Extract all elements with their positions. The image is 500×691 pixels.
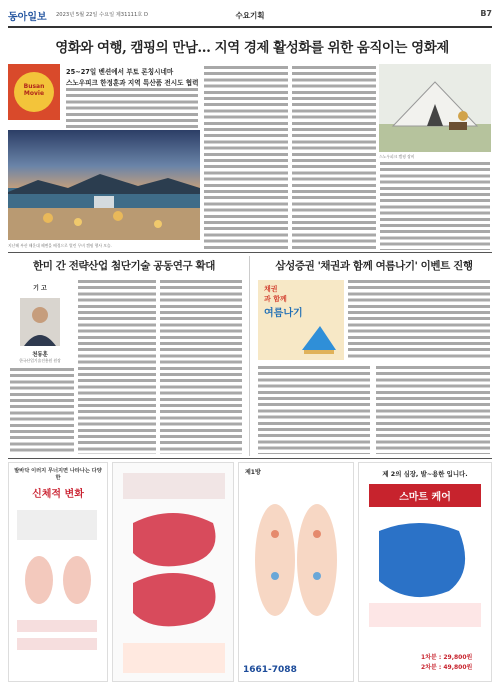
column-rule [249, 256, 250, 456]
foot-diagram-icon [9, 500, 107, 670]
promo-line-3: 여름나기 [264, 308, 303, 319]
ad3-title: 제1방 [245, 469, 261, 476]
contrib-label: 기 고 [33, 285, 47, 292]
section-name: 수요기획 [235, 11, 265, 20]
event-body-col1 [258, 366, 370, 454]
ad-divider [8, 458, 492, 459]
masthead [8, 8, 492, 24]
masthead-rule [8, 26, 492, 28]
promo-line-2: 과 함께 [264, 295, 287, 303]
ad-row [8, 462, 492, 682]
section-divider [8, 252, 492, 253]
beach-chair-icon [298, 320, 340, 356]
column-headline[interactable]: 한미 간 전략산업 첨단기술 공동연구 확대 [33, 260, 215, 272]
ad-foot-body[interactable] [8, 462, 108, 682]
ad4-title: 제 2의 심장, 발~용한 입니다. [382, 470, 468, 478]
beach-night-photo-svg [8, 130, 200, 240]
promo-line-1: 채권 [264, 285, 278, 293]
ad1-big-text: 신체적 변화 [32, 489, 84, 500]
column-body-col3 [160, 280, 242, 454]
contributor-portrait-svg [20, 298, 60, 346]
movie-badge-icon: Busan Movie [14, 72, 54, 112]
beach-night-photo[interactable] [8, 130, 200, 240]
photo-caption: 지난해 부산 해운대 해변을 배경으로 열린 무비 캠핑 행사 모습. [8, 243, 112, 248]
contributor-name: 천동훈 [32, 352, 48, 358]
lead-body-col2 [204, 66, 288, 250]
festival-logo-image [8, 64, 60, 120]
column-body-col2 [78, 280, 156, 454]
ad4-price-1: 1차분 : 29,800원 [421, 654, 473, 661]
lead-subhead-1: 25~27일 벤션에서 부토 론칭시네마 [66, 68, 174, 76]
lead-subhead-2: 스노우피크 한정훈과 지역 특산품 전시도 협력 [66, 79, 199, 87]
lead-headline[interactable]: 영화와 여행, 캠핑의 만남… 지역 경제 활성화를 위한 움직이는 영화제 [55, 40, 449, 56]
ad4-price-2: 2차분 : 49,800원 [421, 664, 473, 671]
ad3-phone[interactable]: 1661-7088 [243, 665, 297, 675]
tent-caption: 스노우피크 캠핑 장비 [379, 154, 415, 159]
ad1-title: 발바닥 이러지 무너지면 나타나는 다양한 [14, 468, 102, 481]
newspaper-brand[interactable]: 동아일보 [8, 12, 47, 23]
lead-body-col1 [66, 88, 198, 128]
column-body-col1 [10, 368, 74, 454]
page-number: B7 [480, 9, 492, 18]
foot-reflex-map [239, 480, 353, 660]
contributor-portrait [20, 298, 60, 346]
tent-photo[interactable] [379, 64, 491, 152]
ad-smart-care[interactable] [358, 462, 492, 682]
smart-care-product-image [359, 511, 491, 631]
bond-promo-image[interactable] [258, 280, 344, 360]
ad4-big-text: 스마트 케어 [369, 484, 481, 507]
lead-body-col3 [292, 66, 376, 250]
contributor-role: 한국산업기술진흥원 원장 [19, 358, 61, 363]
event-headline[interactable]: 삼성증권 '채권과 함께 여름나기' 이벤트 진행 [275, 260, 473, 272]
insole-product-image [113, 463, 234, 682]
ad-foot-chart[interactable] [238, 462, 354, 682]
ad-insole[interactable] [112, 462, 234, 682]
event-body-col2 [376, 366, 490, 454]
event-body-top [348, 280, 490, 360]
tent-photo-svg [379, 64, 491, 152]
lead-body-col4 [380, 162, 490, 250]
dateline: 2023년 5월 22일 수요일 제31111호 D [56, 12, 148, 18]
